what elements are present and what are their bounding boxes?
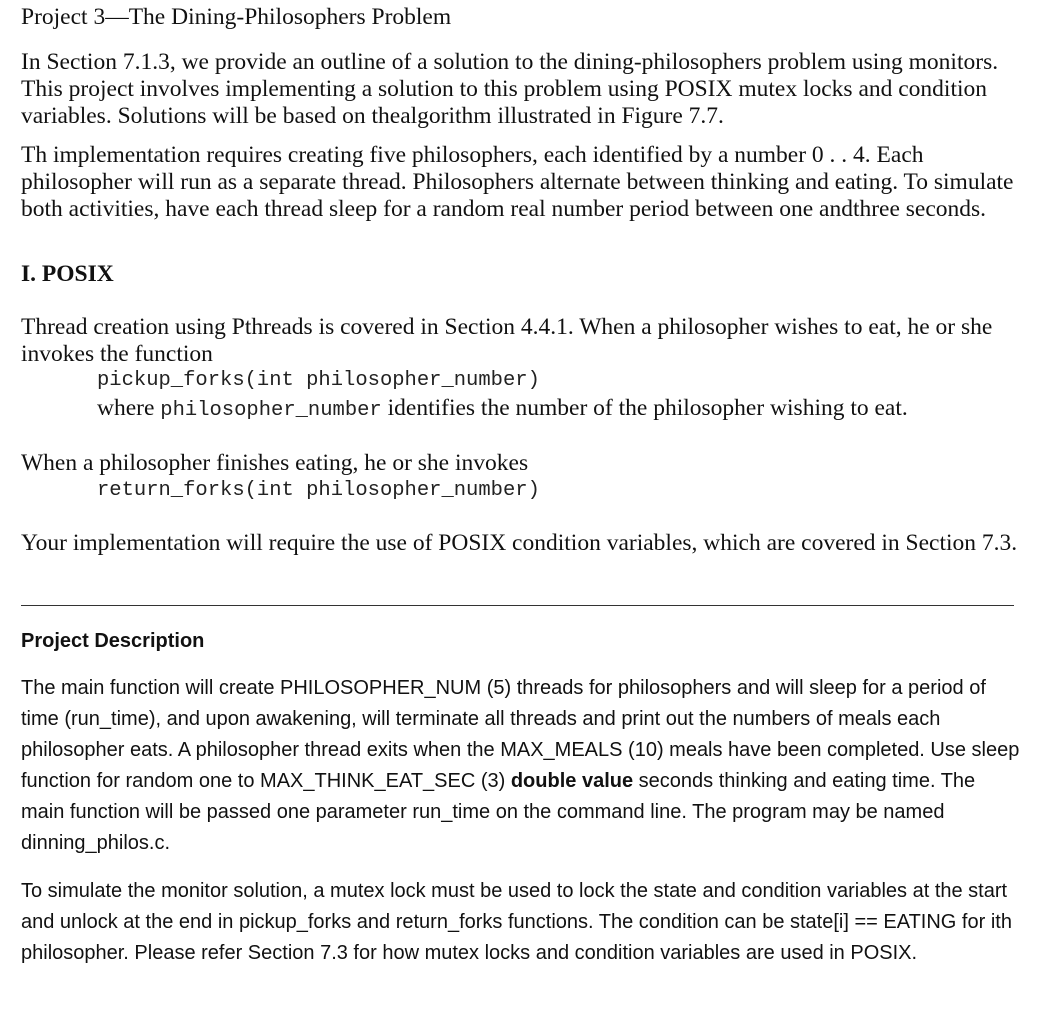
posix-heading: I. POSIX: [21, 261, 114, 287]
condition-variables-paragraph: Your implementation will require the use of POSIX condition variables, which are covered in Section 7.3.: [21, 530, 1018, 556]
main-para-start: The main function will create PHILOSOPHER_NUM (5) threads for philosophers and will sleep for a period of time (run_time), and upon awakening, will terminate all threads and print out the numbers of meals each philosopher eats. A philosopher thread exits when the MAX_MEALS (10) meals have been completed. Use sleep function for random one to MAX_THINK_EAT_SEC (3): [21, 677, 1020, 792]
project-description-heading: Project Description: [21, 630, 205, 652]
main-para-end: seconds thinking and eating time. The main function will be passed one parameter run_time on the command line. The program may be named dinning_philos.c.: [21, 770, 976, 854]
main-function-paragraph: [21, 673, 1021, 859]
horizontal-divider: [21, 605, 1014, 606]
thread-creation-paragraph: Thread creation using Pthreads is covered in Section 4.4.1. When a philosopher wishes to eat, he or she invokes the function: [21, 314, 993, 367]
where-prefix: where: [97, 395, 161, 421]
where-suffix: identifies the number of the philosopher wishing to eat.: [381, 395, 908, 421]
implementation-paragraph: Th implementation requires creating five philosophers, each identified by a number 0 . . 4. Each philosopher will run as a separate thread. Philosophers alternate between thinking and eating. To simulate both activities, have each thread sleep for a random real number period between one andthree seconds.: [21, 142, 1014, 222]
main-para-bold: double value: [510, 770, 634, 792]
finish-eating-paragraph: When a philosopher finishes eating, he or she invokes: [21, 450, 529, 476]
project-title: Project 3—The Dining-Philosophers Problem: [21, 4, 452, 30]
where-code: philosopher_number: [160, 399, 382, 422]
pickup-forks-code: pickup_forks(int philosopher_number): [97, 369, 540, 392]
monitor-solution-paragraph: To simulate the monitor solution, a mutex lock must be used to lock the state and condition variables at the start and unlock at the end in pickup_forks and return_forks functions. The condition can be state[i] == EATING for ith philosopher. Please refer Section 7.3 for how mutex locks and condition variables are used in POSIX.: [21, 880, 1012, 964]
where-explanation: [97, 395, 1037, 424]
intro-paragraph: In Section 7.1.3, we provide an outline of a solution to the dining-philosophers problem using monitors. This project involves implementing a solution to this problem using POSIX mutex locks and condition variables. Solutions will be based on thealgorithm illustrated in Figure 7.7.: [21, 49, 999, 129]
return-forks-code: return_forks(int philosopher_number): [97, 479, 540, 502]
